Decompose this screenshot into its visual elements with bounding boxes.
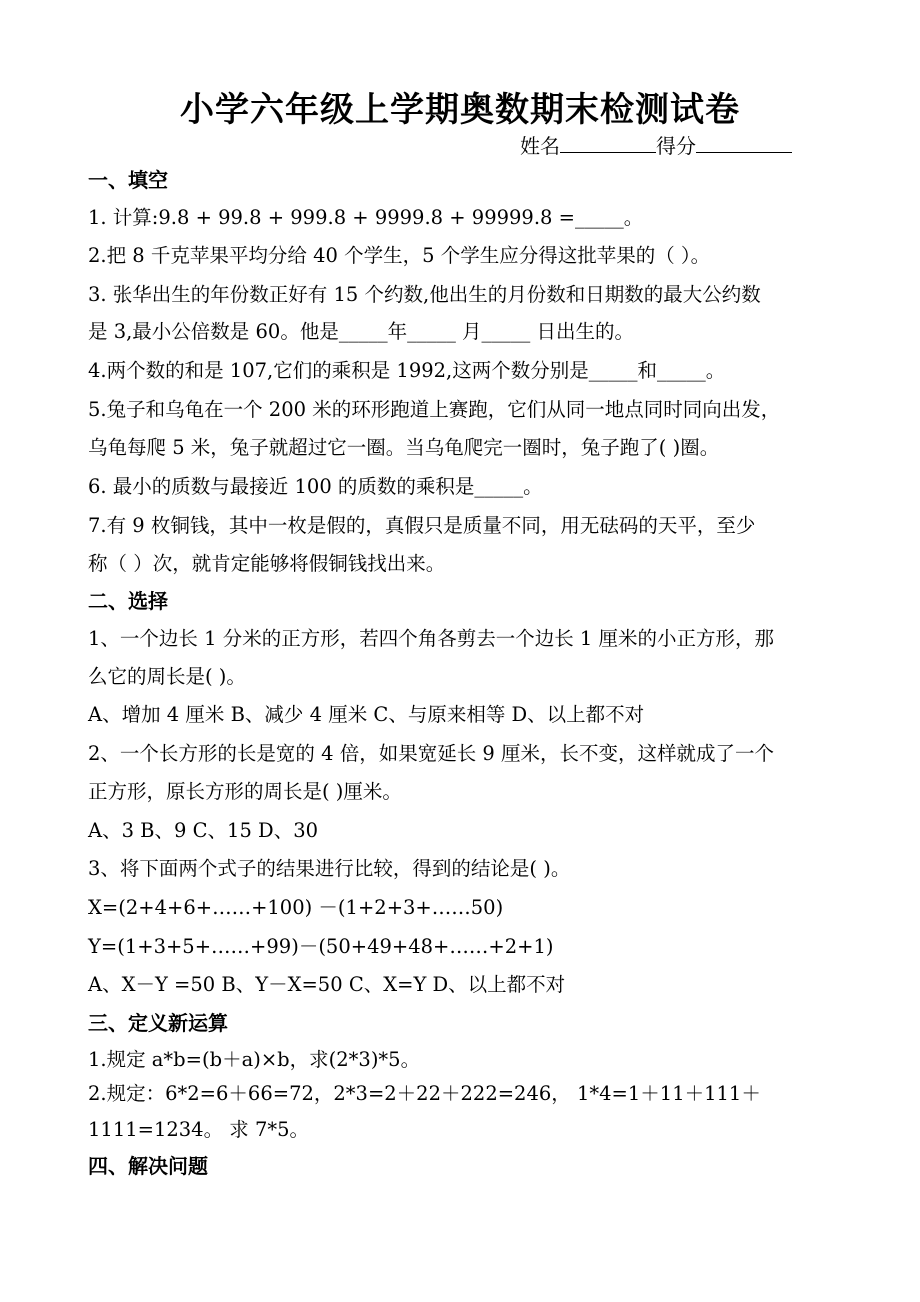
choice-2-line: 2、一个长方形的长是宽的 4 倍，如果宽延长 9 厘米，长不变，这样就成了一个 (88, 742, 775, 765)
name-label: 姓名 (520, 134, 560, 158)
question-4-line: 4.两个数的和是 107,它们的乘积是 1992,这两个数分别是_____和_____。 (88, 359, 726, 382)
choice-1-line-cont: 么它的周长是( )。 (88, 665, 246, 688)
operation-2-line-cont: 1111=1234。 求 7*5。 (88, 1118, 310, 1141)
page-title: 小学六年级上学期奥数期末检测试卷 (180, 90, 740, 130)
question-5-line-cont: 乌龟每爬 5 米，兔子就超过它一圈。当乌龟爬完一圈时，兔子跑了( )圈。 (88, 436, 720, 459)
name-blank[interactable] (560, 134, 656, 153)
choice-2-options: A、3 B、9 C、15 D、30 (88, 819, 319, 842)
section-choice: 二、选择 (88, 589, 168, 613)
section-new-operation: 三、定义新运算 (88, 1011, 228, 1035)
question-7-line: 7.有 9 枚铜钱，其中一枚是假的，真假只是质量不同，用无砝码的天平，至少 (88, 514, 756, 537)
question-1-line: 1. 计算:9.8 + 99.8 + 999.8 + 9999.8 + 99999.8 =_____。 (88, 206, 644, 229)
question-6-line: 6. 最小的质数与最接近 100 的质数的乘积是_____。 (88, 475, 543, 498)
name-score-line (520, 130, 792, 159)
question-7-line-cont: 称（ ）次，就肯定能够将假铜钱找出来。 (88, 552, 446, 575)
choice-2-line-cont: 正方形，原长方形的周长是( )厘米。 (88, 780, 402, 803)
section-solve: 四、解决问题 (88, 1154, 208, 1178)
choice-3-formula-y: Y=(1+3+5+……+99)－(50+49+48+……+2+1) (88, 935, 554, 958)
choice-1-line: 1、一个边长 1 分米的正方形，若四个角各剪去一个边长 1 厘米的小正方形，那 (88, 627, 775, 650)
question-2-line: 2.把 8 千克苹果平均分给 40 个学生，5 个学生应分得这批苹果的（ ）。 (88, 244, 711, 267)
score-label: 得分 (656, 134, 696, 158)
choice-1-options: A、增加 4 厘米 B、减少 4 厘米 C、与原来相等 D、以上都不对 (88, 703, 645, 726)
choice-3-options: A、X－Y =50 B、Y－X=50 C、X=Y D、以上都不对 (88, 973, 566, 996)
choice-3-formula-x: X=(2+4+6+……+100) －(1+2+3+……50) (88, 896, 504, 919)
question-3-line-cont: 是 3,最小公倍数是 60。他是_____年_____ 月_____ 日出生的。 (88, 320, 634, 343)
score-blank[interactable] (696, 134, 792, 153)
operation-2-line: 2.规定：6*2=6＋66=72，2*3=2＋22＋222=246， 1*4=1＋11＋111＋ (88, 1082, 761, 1105)
operation-1-line: 1.规定 a*b=(b＋a)×b，求(2*3)*5。 (88, 1048, 421, 1071)
question-3-line: 3. 张华出生的年份数正好有 15 个约数,他出生的月份数和日期数的最大公约数 (88, 283, 761, 306)
section-fill-blank: 一、填空 (88, 168, 168, 192)
choice-3-line: 3、将下面两个式子的结果进行比较，得到的结论是( )。 (88, 857, 571, 880)
question-5-line: 5.兔子和乌龟在一个 200 米的环形跑道上赛跑，它们从同一地点同时同向出发， (88, 398, 781, 421)
